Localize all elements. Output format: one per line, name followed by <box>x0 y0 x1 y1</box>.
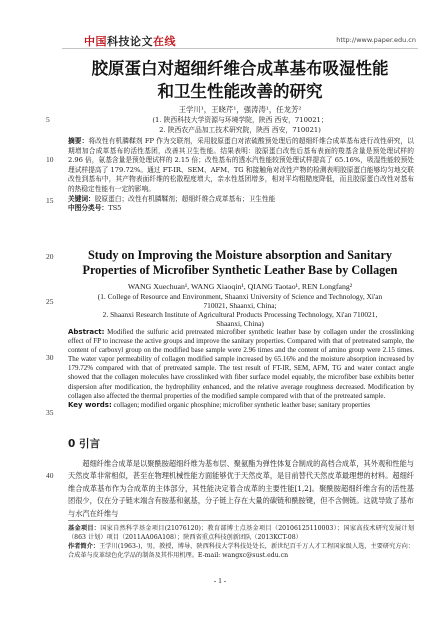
abstract-en-text: Modified the sulfuric acid pretreated microfiber synthetic leather base by collagen under the crosslinking effect of FP to increase the active groups and improve the sanitary properties. Compared with that of pretreated sample, the content of carboxyl group on the modified base sample were 2.96 times and the content of amino group were 2.15 times. The water vapor permeability of collagen modified sample increased by 65.16% and the moisture absorption increased by 179.72% compared with that of pretreated sample. The test result of FT-IR, SEM, AFM, TG and water contact angle showed that the collagen molecules have crosslinked with fiber surface model equably, the microfiber base exhibits better dispersion after modification, the hydrophility enhanced, and the relative average roughness decreased. Modification by collagen also affected the thermal properties of the modified sample compared with that of the pretreated sample. <box>68 328 414 400</box>
logo-part-2: 科技论文 <box>107 35 153 48</box>
authors-cn: 王学川¹，王晓芹¹，强涛涛¹，任龙芳² <box>178 105 302 114</box>
title-cn-line-2: 和卫生性能改善的研究 <box>157 82 323 101</box>
abstract-cn-label: 摘要： <box>68 137 89 145</box>
clc-cn-label: 中图分类号： <box>68 204 109 213</box>
line-number: 5 <box>46 115 50 124</box>
keywords-en-text: collagen; modified organic phosphine; microfiber synthetic leather base; sanitary properties <box>113 400 371 409</box>
affiliation-en-2: 710021, Shaanxi, China; <box>203 301 277 310</box>
abstract-cn-text: 将改性有机膦鞣剂 FP 作为交联剂，采用胶原蛋白对浓硫酸预处理后的超细纤维合成革基布进行改性研究，以期增加合成革基布的活性基团，改善其卫生性能。结果表明：胶原蛋白改性后基布表面的羧基含量是预处理试样的 2.96 倍，氨基含量是预处理试样的 2.15 倍；改性基布的透水汽性能较预处理试样提高了 65.16%，吸湿性能较预处理试样提高了 179.72%。通过 FT-IR、SEM、AFM、TG 和接触角对改性产物的检测表明胶原蛋白能够均匀地交联改性到基布中，其产物表面纤维的松散程度增大，亲水性基团增多，相对平均粗糙度降低，而且胶原蛋白改性对基布的热稳定性能有一定的影响。 <box>68 137 414 193</box>
line-number: 30 <box>46 353 54 362</box>
line-number: 10 <box>46 155 54 164</box>
logo-part-1: 中国 <box>84 35 107 48</box>
footnotes <box>68 524 414 560</box>
abstract-en-label: Abstract: <box>68 328 105 336</box>
authors-en: WANG Xuechuan¹, WANG Xiaoqin¹, QIANG Taotao¹, REN Longfang² <box>127 282 353 291</box>
affiliation-cn-2: 2. 陕西农产品加工技术研究院，陕西 西安，710021) <box>159 126 321 134</box>
title-cn-line-1: 胶原蛋白对超细纤维合成革基布吸湿性能 <box>91 59 389 78</box>
author-bio-text: 王学川(1963-)，男，教授，博导，陕西科技大学科技处处长，新世纪百千万人才工程国家级人选，主要研究方向：合成革与皮革绿色化学品的制备及其作用机理。E-mail: wangxc@sust.edu.cn <box>68 543 414 560</box>
page-number: - 1 - <box>213 576 227 585</box>
line-number: 20 <box>46 252 54 261</box>
keywords-cn-label: 关键词： <box>68 194 95 203</box>
abstract-en <box>68 328 414 410</box>
title-en-line-2: Properties of Microfiber Synthetic Leather Base by Collagen <box>82 263 398 277</box>
affiliation-en-3: 2. Shaanxi Research Institute of Agricultural Products Processing Technology, Xi'an 710021, <box>102 310 378 319</box>
clc-cn-text: TS5 <box>108 204 122 213</box>
affiliation-cn-1: (1. 陕西科技大学资源与环境学院，陕西 西安，710021； <box>152 116 328 124</box>
section-heading: 0 引言 <box>68 438 100 450</box>
line-number: 40 <box>46 471 54 480</box>
author-bio-label: 作者简介： <box>68 543 100 551</box>
title-en-line-1: Study on Improving the Moisture absorption and Sanitary <box>88 248 392 262</box>
abstract-cn <box>68 137 414 214</box>
line-number: 25 <box>46 297 54 306</box>
page-header <box>0 0 440 58</box>
affiliation-en-4: Shaanxi, China) <box>216 319 264 328</box>
fund-label: 基金项目： <box>68 525 101 532</box>
header-divider <box>62 48 418 49</box>
fund-text: 国家自然科学基金项目(21076120)；教育部博士点基金项目（20106125110003）；国家高技术研究发展计划（863 计划）项目（2011AA06A108）；陕西省重点科技创新团队（2013KCT-08） <box>68 525 415 542</box>
affiliation-en-1: (1. College of Resource and Environment, Shaanxi University of Science and Technology, Xi'an <box>97 292 383 301</box>
site-url[interactable]: http://www.paper.edu.cn <box>336 36 416 44</box>
line-number: 35 <box>46 408 54 417</box>
footnote-divider <box>68 520 414 521</box>
keywords-cn-text: 胶原蛋白；改性有机膦鞣剂；超细纤维合成革基布；卫生性能 <box>94 194 276 203</box>
intro-paragraph: 超细纤维合成革是以聚酰胺超细纤维为基布层、聚氨酯为弹性体复合制成的高档合成革，其外观和性能与天然皮革非常相似，甚至在物理机械性能方面能够优于天然皮革，是目前替代天然皮革最理想的材料。超细纤维合成革基布作为合成革的主体部分，其性能决定着合成革的主要性能[1,2]。聚酰胺超细纤维含有的活性基团很少，仅在分子链末端含有胺基和氨基，分子链上存在大量的碳链和酰胺键，但不含侧链。这就导致了基布与水汽在纤维与 <box>68 459 414 518</box>
site-logo[interactable] <box>84 33 176 49</box>
logo-part-3: 在线 <box>153 35 176 48</box>
line-number: 15 <box>46 196 54 205</box>
keywords-en-label: Key words: <box>68 400 112 409</box>
